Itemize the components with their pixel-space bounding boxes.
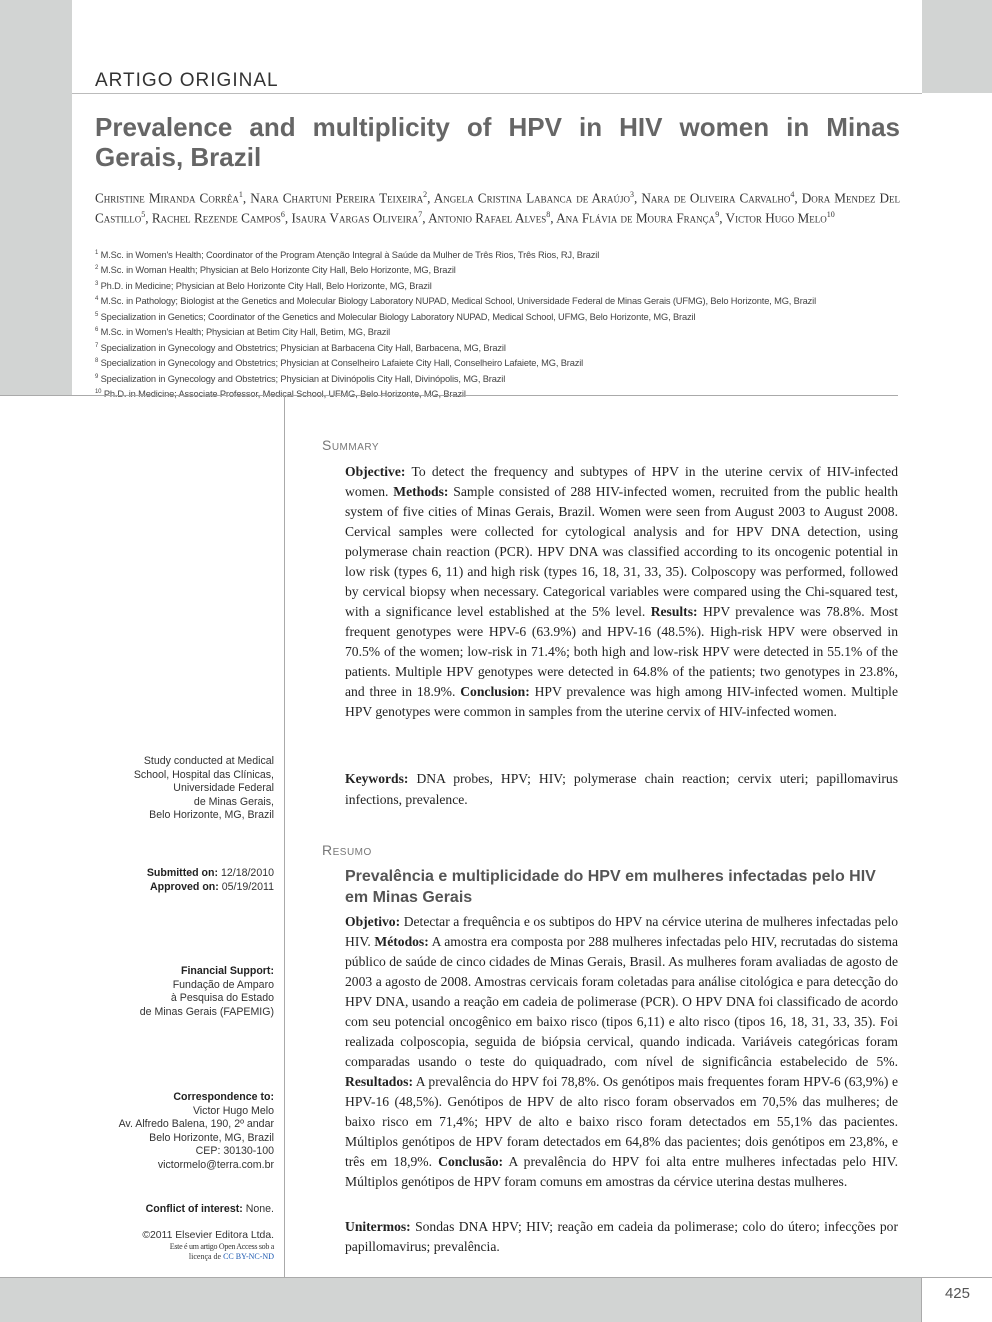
- correspondence-label: Correspondence to:: [173, 1091, 274, 1103]
- correspondence-line: Victor Hugo Melo: [192, 1104, 274, 1117]
- conclusao-label: Conclusão:: [438, 1154, 504, 1169]
- author: Nara Chartuni Pereira Teixeira: [250, 190, 424, 206]
- financial-line: Fundação de Amparo: [172, 978, 274, 991]
- correspondence-email[interactable]: victormelo@terra.com.br: [157, 1158, 274, 1171]
- approved-label: Approved on:: [149, 880, 219, 893]
- footer-rule: [0, 1277, 992, 1278]
- affiliation-text: M.Sc. in Woman Health; Physician at Belo Horizonte City Hall, Belo Horizonte, MG, Brazil: [100, 265, 456, 276]
- author: Isaura Vargas Oliveira: [291, 210, 419, 226]
- metodos-text: A amostra era composta por 288 mulheres infectadas pelo HIV, recrutadas do sistema público de saúde de cinco cidades de Minas Gerais, Brasil. As mulheres foram avaliadas de agosto de 2003 a agosto de 2008. Amostras cervicais foram coletadas para análise citológica e para detecção do HPV DNA, usando a reação em cadeia de polimerase (PCR). O HPV DNA foi classificado de acordo com seu potencial oncogênico em baixo risco (tipos 6,11) e alto risco (tipos 16, 18, 31, 33, 35). Foi realizada colposcopia, seguida de biópsia cervical, quando indicada. Variáveis categóricas foram comparadas usando o teste do quiquadrado, com nível de significância estabelecido de 5%.: [345, 934, 899, 1069]
- left-color-band: [0, 0, 72, 395]
- keywords-text: DNA probes, HPV; HIV; polymerase chain reaction; cervix uteri; papillomavirus infections, prevalence.: [345, 771, 898, 807]
- affiliation-num: 8: [95, 358, 99, 365]
- summary-keywords: [345, 768, 898, 810]
- correspondence-line: Av. Alfredo Balena, 190, 2º andar: [118, 1118, 274, 1130]
- correspondence: [119, 1091, 274, 1172]
- license-text: licença de: [188, 1252, 222, 1261]
- unitermos-text: Sondas DNA HPV; HIV; reação em cadeia da polimerase; colo do útero; infecções por papillomavirus; prevalência.: [345, 1219, 898, 1254]
- resultados-text: A prevalência do HPV foi 78,8%. Os genótipos mais frequentes foram HPV-6 (63,9%) e HPV-16 (48,5%). Genótipos de HPV de alto risco foram observados em 70,5% das mulheres; de baixo risco em 71,4%; HPV de alto e baixo risco foram detectados em 55,1% das pacientes. Múltiplos genótipos de HPV foram detectados em 64,8% das pacientes; dois genótipos em 23,8%, e três em 18,9%.: [345, 1074, 898, 1169]
- affiliation: [95, 386, 905, 401]
- objective-label: Objective:: [345, 464, 406, 479]
- article-title: Prevalence and multiplicity of HPV in HIV women in Minas Gerais, Brazil: [95, 112, 900, 172]
- metodos-label: Métodos:: [374, 934, 429, 949]
- affiliation-text: Specialization in Genetics; Coordinator of the Genetics and Molecular Biology Laboratory NUPAD, Medical School, UFMG, Belo Horizonte, MG, Brazil: [100, 311, 696, 322]
- results-label: Results:: [650, 604, 698, 619]
- affiliation-text: M.Sc. in Women's Health; Coordinator of the Program Atenção Integral à Saúde da Mulher de Três Rios, Três Rios, RJ, Brazil: [100, 250, 600, 261]
- objetivo-text: Detectar a frequência e os subtipos do HPV na cérvice uterina de mulheres infectadas pelo HIV.: [345, 914, 899, 949]
- page-number: 425: [944, 1285, 970, 1302]
- financial-label: Financial Support:: [181, 965, 274, 977]
- submission-dates: [147, 867, 274, 894]
- affiliation: [95, 309, 905, 324]
- column-divider: [284, 395, 285, 1277]
- study-info: [134, 755, 274, 823]
- summary-abstract: [345, 462, 898, 722]
- study-line: de Minas Gerais,: [193, 795, 274, 808]
- affiliation-list: [95, 247, 905, 401]
- study-line: Universidade Federal: [173, 782, 274, 794]
- financial-line: de Minas Gerais (FAPEMIG): [139, 1005, 274, 1018]
- author-ref: 9: [715, 210, 720, 220]
- study-line: Study conducted at Medical: [143, 755, 274, 767]
- methods-label: Methods:: [393, 484, 449, 499]
- study-line: School, Hospital das Clínicas,: [133, 768, 274, 781]
- affiliation-num: 5: [95, 311, 99, 318]
- conflict-of-interest: [146, 1203, 274, 1217]
- author: Victor Hugo Melo: [725, 210, 827, 226]
- affiliation: [95, 262, 905, 277]
- author: Nara de Oliveira Carvalho: [641, 190, 791, 206]
- affiliation-text: Ph.D. in Medicine; Associate Professor, Medical School, UFMG, Belo Horizonte, MG, Brazil: [103, 389, 466, 400]
- right-color-band: [922, 0, 992, 93]
- objective-text: To detect the frequency and subtypes of HPV in the uterine cervix of HIV-infected women.: [345, 464, 898, 499]
- affiliation: [95, 293, 905, 308]
- license-link[interactable]: CC BY-NC-ND: [223, 1252, 274, 1261]
- objetivo-label: Objetivo:: [345, 914, 401, 929]
- affiliation-num: 10: [95, 388, 102, 395]
- unitermos-label: Unitermos:: [345, 1219, 411, 1234]
- methods-text: Sample consisted of 288 HIV-infected women, recruited from the public health system of five cities of Minas Gerais, Brazil. Women were seen from August 2003 to August 2008. Cervical samples were collected for cytological analysis and for HPV DNA detection, using polymerase chain reaction (PCR). HPV DNA was classified according to its oncogenic potential in low risk (types 6, 11) and high risk (types 16, 18, 31, 33, 35). Colposcopy was performed, followed by cervical biopsy when necessary. Categorical variables were compared using the Chi-squared test, with a significance level established at the 5% level.: [345, 484, 898, 619]
- submitted-label: Submitted on:: [146, 867, 219, 879]
- resumo-heading: Resumo: [322, 842, 372, 858]
- conclusion-text: HPV prevalence was high among HIV-infected women. Multiple HPV genotypes were common in samples from the uterine cervix of HIV-infected women.: [345, 684, 898, 719]
- license-text: Este é um artigo Open Access sob a: [169, 1242, 274, 1251]
- author: Dora Mendez Del Castillo: [95, 190, 901, 226]
- affiliation-text: Specialization in Gynecology and Obstetrics; Physician at Divinópolis City Hall, Divinópolis, MG, Brazil: [100, 373, 506, 384]
- correspondence-line: CEP: 30130-100: [195, 1145, 274, 1157]
- author: Antonio Rafael Alves: [428, 210, 547, 226]
- author: Ana Flávia de Moura França: [556, 210, 716, 226]
- financial-support: [140, 965, 274, 1019]
- conclusao-text: A prevalência do HPV foi alta entre mulheres infectadas pelo HIV. Múltiplos genótipos de HPV foram comuns em amostras da cérvice uterina destas mulheres.: [345, 1154, 898, 1189]
- affiliation-text: M.Sc. in Women's Health; Physician at Betim City Hall, Betim, MG, Brazil: [100, 327, 391, 338]
- section-label: ARTIGO ORIGINAL: [95, 70, 279, 91]
- affiliation-text: Specialization in Gynecology and Obstetrics; Physician at Conselheiro Lafaiete City Hall, Conselheiro Lafaiete, MG, Brazil: [100, 358, 584, 369]
- affiliation: [95, 247, 905, 262]
- author: Angela Cristina Labanca de Araújo: [433, 190, 631, 206]
- affiliation-text: M.Sc. in Pathology; Biologist at the Genetics and Molecular Biology Laboratory NUPAD, Medical School, Universidade Federal de Minas Gerais (UFMG), Belo Horizonte, MG, Brazil: [100, 296, 816, 307]
- author-ref: 3: [630, 190, 635, 199]
- approved-date: 05/19/2011: [221, 880, 274, 893]
- affiliation-num: 3: [95, 280, 99, 287]
- results-text: HPV prevalence was 78.8%. Most frequent genotypes were HPV-6 (63.9%) and HPV-16 (48.5%). High-risk HPV were observed in 70.5% of the women; low-risk in 71.4%; both high and low-risk HPV were detected in 55.1% of the patients. Multiple HPV genotypes were detected in 64.8% of the patients; two genotypes in 23.8%, and three in 18.9%.: [345, 604, 898, 699]
- affiliation: [95, 371, 905, 386]
- author-ref: 4: [790, 190, 795, 199]
- resumo-abstract: [345, 912, 898, 1192]
- author: Christine Miranda Corrêa: [95, 190, 239, 206]
- financial-line: à Pesquisa do Estado: [170, 992, 274, 1004]
- affiliation-text: Specialization in Gynecology and Obstetrics; Physician at Barbacena City Hall, Barbacena, MG, Brazil: [100, 342, 506, 353]
- affiliation: [95, 355, 905, 370]
- correspondence-line: Belo Horizonte, MG, Brazil: [149, 1131, 274, 1144]
- affiliation-num: 6: [95, 327, 99, 334]
- affiliation: [95, 278, 905, 293]
- summary-heading: Summary: [322, 437, 380, 453]
- divider: [0, 395, 898, 396]
- header-rule: [72, 93, 922, 94]
- author: Rachel Rezende Campos: [151, 210, 281, 226]
- study-line: Belo Horizonte, MG, Brazil: [149, 809, 274, 821]
- author-ref: 10: [826, 210, 835, 220]
- resumo-unitermos: [345, 1217, 898, 1257]
- affiliation: [95, 324, 905, 339]
- author-ref: 5: [141, 210, 146, 220]
- footer-band: [0, 1278, 992, 1322]
- affiliation-num: 2: [95, 265, 99, 272]
- author-ref: 8: [546, 210, 551, 220]
- author-list: Christine Miranda Corrêa$^1$, Nara Chartuni Pereira Teixeira$^2$, Angela Cristina Labanca de Araújo$^3$, Nara de Oliveira Carvalho$^4$, Dora Mendez Del Castillo$^5$, Rachel Rezende Campos$^6$, Isaura Vargas Oliveira$^7$, Antonio Rafael Alves$^8$, Ana Flávia de Moura França$^9$, Victor Hugo Melo$^{10}$: [95, 190, 901, 226]
- affiliation-num: 9: [95, 373, 99, 380]
- affiliation: [95, 340, 905, 355]
- conflict-label: Conflict of interest:: [145, 1203, 243, 1215]
- author-ref: 1: [238, 190, 243, 199]
- author-ref: 2: [423, 190, 428, 199]
- copyright: ©2011 Elsevier Editora Ltda.: [142, 1230, 274, 1241]
- resultados-label: Resultados:: [345, 1074, 413, 1089]
- author-ref: 6: [280, 210, 285, 220]
- resumo-title: Prevalência e multiplicidade do HPV em mulheres infectadas pelo HIV em Minas Gerais: [345, 868, 876, 906]
- affiliation-num: 4: [95, 296, 99, 303]
- affiliation-num: 1: [95, 250, 99, 256]
- submitted-date: 12/18/2010: [220, 867, 274, 879]
- conflict-value: None.: [245, 1203, 274, 1215]
- conclusion-label: Conclusion:: [460, 684, 530, 699]
- keywords-label: Keywords:: [345, 771, 409, 786]
- copyright-block: [142, 1230, 274, 1262]
- affiliation-text: Ph.D. in Medicine; Physician at Belo Horizonte City Hall, Belo Horizonte, MG, Brazil: [100, 280, 432, 291]
- affiliation-num: 7: [95, 342, 99, 349]
- author-ref: 7: [418, 210, 423, 220]
